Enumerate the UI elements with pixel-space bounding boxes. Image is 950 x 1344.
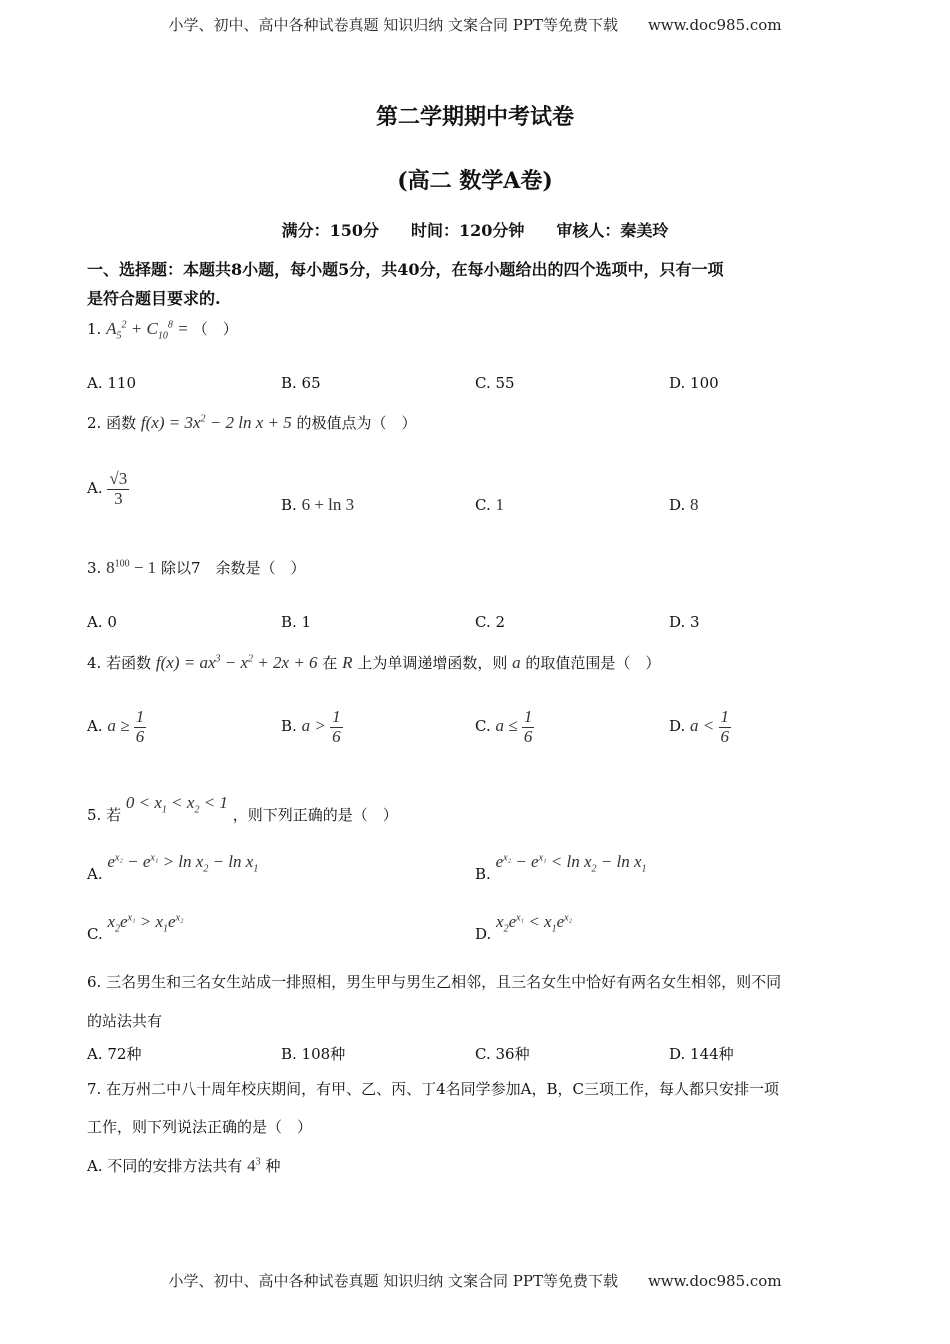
q5-option-a (87, 852, 259, 883)
q5-option-c-label: C. (87, 925, 103, 943)
question-5-prefix: 5. 若 (87, 806, 122, 824)
q1-option-d: D. 100 (669, 374, 719, 392)
formula-q5-a: $e^{x_2} - e^{x_1} > \ln x_2 - \ln x_1$ (107, 852, 259, 875)
q5-option-d (475, 912, 573, 943)
q1-option-b: B. 65 (281, 374, 321, 392)
q5-option-d-label: D. (475, 925, 492, 943)
page-footer: 小学、初中、高中各种试卷真题 知识归纳 文案合同 PPT等免费下载 www.doc985.com (168, 1272, 782, 1290)
question-7-line1: 7. 在万州二中八十周年校庆期间，有甲、乙、丙、丁4名同学参加A，B，C三项工作，每人都只安排一项 (87, 1080, 779, 1098)
q4-option-b (281, 708, 343, 746)
q2-option-a (87, 470, 129, 508)
q4-option-c (475, 708, 534, 746)
formula-f-x: $f(x) = 3x^2 - 2$ ln x + 5 (140, 413, 292, 432)
formula-q5-b: $e^{x_2} - e^{x_1} < \ln x_2 - \ln x_1$ (495, 852, 647, 875)
question-5-suffix: ，则下列正确的是（ ） (232, 806, 398, 824)
formula-f-cubic: $f(x) = ax^3 - x^2 + 2x + 6$ (155, 653, 318, 672)
page-header: 小学、初中、高中各种试卷真题 知识归纳 文案合同 PPT等免费下载 www.doc985.com (168, 16, 782, 34)
q5-option-a-label: A. (87, 865, 103, 883)
question-3 (87, 557, 306, 578)
question-5 (87, 792, 398, 824)
question-2-suffix: 的极值点为（ ） (296, 414, 417, 432)
q5-option-b-label: B. (475, 865, 491, 883)
fraction-sqrt3-over-3: $\frac{√3}{3}$ (109, 469, 128, 508)
question-6-line2: 的站法共有 (87, 1012, 163, 1030)
formula-q5-d: $x_2e^{x_1} < x_1e^{x_2}$ (496, 912, 573, 935)
formula-x1-x2-range: $0 < x_1 < x_2 < 1$ (125, 793, 228, 816)
q4-option-d (669, 708, 731, 746)
symbol-R: R (342, 653, 353, 672)
q1-option-a: A. 110 (87, 374, 136, 392)
formula-8-pow-100-minus-1: $8^{100} - 1$ (106, 558, 157, 577)
q6-option-b: B. 108种 (281, 1045, 346, 1063)
question-3-suffix: 除以7 余数是（ ） (160, 559, 306, 577)
q2-option-c-value: 1 (495, 495, 504, 514)
q4-option-a (87, 708, 146, 746)
q2-option-c-label: C. (475, 496, 491, 514)
exam-meta: 满分：150分 时间：120分钟 审核人：秦美玲 (281, 221, 669, 240)
question-1-number: 1. (87, 320, 102, 338)
q4-option-d-label: D. (669, 717, 686, 736)
q2-option-d-value: 8 (690, 495, 699, 514)
formula-6-plus-ln3: 6 + ln 3 (301, 495, 355, 514)
question-6-line1: 6. 三名男生和三名女生站成一排照相，男生甲与男生乙相邻，且三名女生中恰好有两名女生相邻，则不同 (87, 973, 782, 991)
q2-option-c (475, 495, 504, 515)
formula-4-cubed: $4^3$ (247, 1156, 261, 1175)
q4-option-c-label: C. (475, 717, 491, 736)
section-heading-line2: 是符合题目要求的. (87, 289, 221, 308)
formula-a-lt: a < $\frac{1}{6}$ (690, 707, 730, 746)
question-2 (87, 412, 417, 433)
question-2-prefix: 2. 函数 (87, 414, 137, 432)
exam-title: 第二学期期中考试卷 (375, 104, 574, 130)
formula-a-ge: a ≥ $\frac{1}{6}$ (107, 707, 145, 746)
q5-option-b (475, 852, 647, 883)
question-1 (87, 318, 238, 341)
symbol-a: a (512, 653, 521, 672)
q2-option-b (281, 495, 354, 515)
question-4-mid2: 上为单调递增函数，则 (357, 654, 508, 672)
exam-subtitle: (高二 数学A卷) (397, 168, 553, 194)
q3-option-c: C. 2 (475, 613, 506, 631)
question-4-suffix: 的取值范围是（ ） (525, 654, 661, 672)
q6-option-d: D. 144种 (669, 1045, 734, 1063)
q3-option-b: B. 1 (281, 613, 312, 631)
formula-a-le: a ≤ $\frac{1}{6}$ (495, 707, 533, 746)
q5-option-c (87, 912, 184, 943)
question-1-paren: （ ） (192, 320, 238, 338)
q6-option-c: C. 36种 (475, 1045, 530, 1063)
question-4-prefix: 4. 若函数 (87, 654, 152, 672)
q2-option-b-label: B. (281, 496, 297, 514)
q6-option-a: A. 72种 (87, 1045, 142, 1063)
q3-option-a: A. 0 (87, 613, 117, 631)
formula-a-gt: a > $\frac{1}{6}$ (301, 707, 341, 746)
q2-option-a-label: A. (87, 479, 103, 498)
q4-option-b-label: B. (281, 717, 297, 736)
q2-option-d (669, 495, 699, 515)
q1-option-c: C. 55 (475, 374, 515, 392)
question-7-line2: 工作，则下列说法正确的是（ ） (87, 1118, 313, 1136)
q2-option-d-label: D. (669, 496, 686, 514)
q7-option-a-prefix: A. 不同的安排方法共有 (87, 1157, 243, 1175)
formula-q5-c: $x_2e^{x_1} > x_1e^{x_2}$ (107, 912, 184, 935)
q3-option-d: D. 3 (669, 613, 700, 631)
section-heading-line1: 一、选择题：本题共8小题，每小题5分，共40分，在每小题给出的四个选项中，只有一项 (87, 260, 724, 279)
formula-a-plus-c: $A_5^2 + C_{10}^8$ = (106, 319, 193, 342)
q7-option-a-suffix: 种 (265, 1157, 281, 1175)
q4-option-a-label: A. (87, 717, 103, 736)
question-3-number: 3. (87, 559, 102, 577)
q7-option-a (87, 1155, 280, 1176)
question-4-mid1: 在 (322, 654, 338, 672)
question-4 (87, 652, 660, 673)
